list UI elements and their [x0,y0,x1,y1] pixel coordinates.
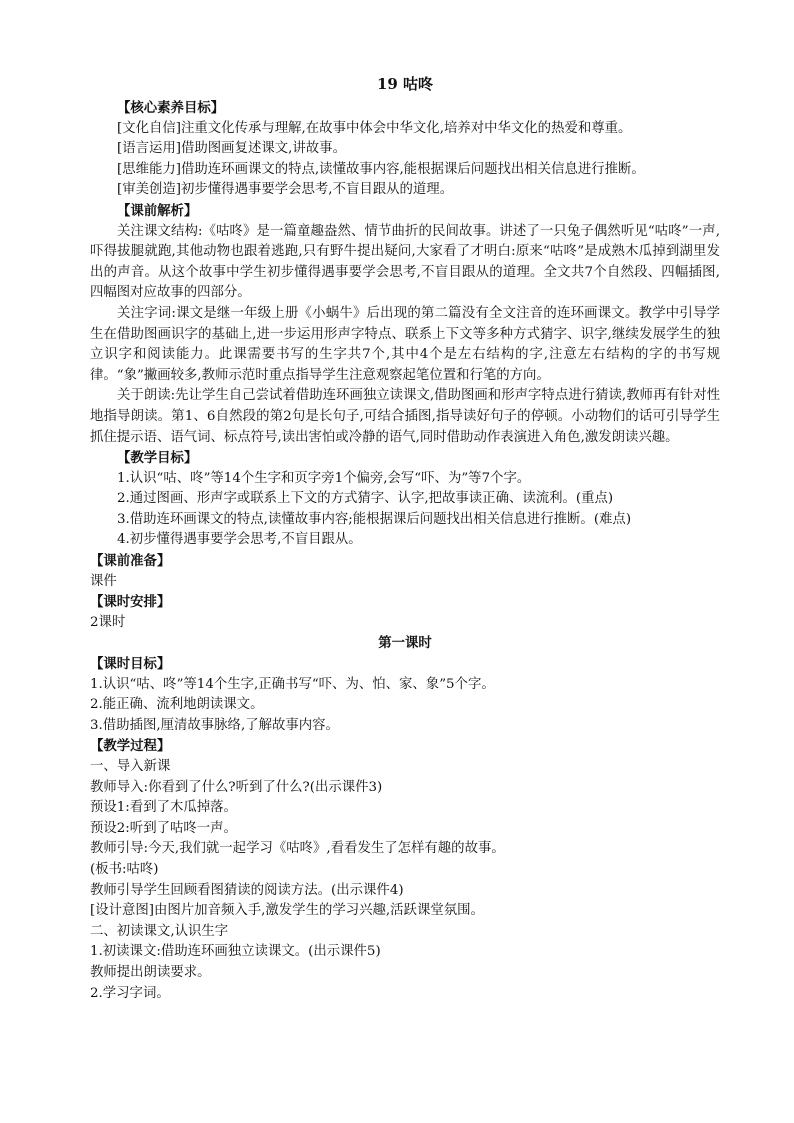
core-goal-3: [思维能力]借助连环画课文的特点,读懂故事内容,能根据课后问题找出相关信息进行推断。 [117,161,645,177]
lesson-goal-2: 2.能正确、流利地朗读课文。 [90,697,264,713]
lesson-goal-3: 3.借助插图,厘清故事脉络,了解故事内容。 [90,717,339,733]
pre-analysis-structure: 关注课文结构:《咕咚》是一篇童趣盎然、情节曲折的民间故事。讲述了一只兔子偶然听见“咕咚”一声,吓得拔腿就跑,其他动物也跟着逃跑,只有野牛提出疑问,大家看了才明白:原来“咕咚”是成熟木瓜掉到湖里发出的声音。从这个故事中学生初步懂得遇事要学会思考,不盲目跟从的道理。全文共7个自然段、四幅插图,四幅图对应故事的四部分。 [90,223,720,301]
section-heading-process: 【教学过程】 [90,738,171,755]
process-line-9: 二、初读课文,认识生字 [90,923,229,939]
process-line-3: 预设1:看到了木瓜掉落。 [90,800,237,816]
teaching-goal-1: 1.认识“咕、咚”等14个生字和页字旁1个偏旁,会写“吓、为”等7个字。 [117,470,531,486]
process-line-1: 一、导入新课 [90,759,171,774]
first-lesson-heading: 第一课时 [378,635,432,652]
process-line-2: 教师导入:你看到了什么?听到了什么?(出示课件3) [90,779,383,795]
page-title: 19 咕咚 [376,75,434,93]
section-heading-lesson-goals: 【课时目标】 [90,656,171,673]
process-line-11: 教师提出朗读要求。 [90,964,211,980]
teaching-goal-2: 2.通过图画、形声字或联系上下文的方式猜字、认字,把故事读正确、读流利。(重点) [117,491,614,507]
pre-analysis-words: 关注字词:课文是继一年级上册《小蜗牛》后出现的第二篇没有全文注音的连环画课文。教学中引导学生在借助图画识字的基础上,进一步运用形声字特点、联系上下文等多种方式猜字、识字,继续发展学生的独立识字和阅读能力。此课需要书写的生字共7个,其中4个是左右结构的字,注意左右结构的字的书写规律。“象”撇画较多,教师示范时重点指导学生注意观察起笔位置和行笔的方向。 [90,305,720,383]
process-line-6: (板书:咕咚) [90,861,159,877]
core-goal-2: [语言运用]借助图画复述课文,讲故事。 [117,141,346,157]
process-line-12: 2.学习字词。 [90,985,170,1001]
document-page [90,72,720,1004]
preparation-text: 课件 [90,573,117,589]
pre-analysis-reading: 关于朗读:先让学生自己尝试着借助连环画独立读课文,借助图画和形声字特点进行猜读,教师再有针对性地指导朗读。第1、6自然段的第2句是长句子,可结合插图,指导读好句子的停顿。小动物们的话可引导学生抓住提示语、语气词、标点符号,读出害怕或冷静的语气,同时借助动作表演进入角色,激发朗读兴趣。 [90,388,720,445]
teaching-goal-3: 3.借助连环画课文的特点,读懂故事内容;能根据课后问题找出相关信息进行推断。(难点) [117,511,632,527]
section-heading-pre-analysis: 【课前解析】 [117,202,198,219]
core-goal-4: [审美创造]初步懂得遇事要学会思考,不盲目跟从的道理。 [117,182,454,198]
teaching-goal-4: 4.初步懂得遇事要学会思考,不盲目跟从。 [117,532,362,548]
process-line-10: 1.初读课文:借助连环画独立读课文。(出示课件5) [90,944,381,960]
schedule-text: 2课时 [90,614,126,630]
process-line-7: 教师引导学生回顾看图猜读的阅读方法。(出示课件4) [90,882,404,898]
section-heading-preparation: 【课前准备】 [90,553,171,570]
section-heading-schedule: 【课时安排】 [90,594,171,611]
core-goal-1: [文化自信]注重文化传承与理解,在故事中体会中华文化,培养对中华文化的热爱和尊重。 [117,120,632,136]
lesson-goal-1: 1.认识“咕、咚”等14个生字,正确书写“吓、为、怕、家、象”5个字。 [90,676,495,692]
process-line-8: [设计意图]由图片加音频入手,激发学生的学习兴趣,活跃课堂氛围。 [90,903,484,919]
process-line-4: 预设2:听到了咕咚一声。 [90,820,237,836]
section-heading-teaching-goals: 【教学目标】 [117,450,198,467]
section-heading-core-goals: 【核心素养目标】 [117,100,225,116]
process-line-5: 教师引导:今天,我们就一起学习《咕咚》,看看发生了怎样有趣的故事。 [90,841,505,857]
